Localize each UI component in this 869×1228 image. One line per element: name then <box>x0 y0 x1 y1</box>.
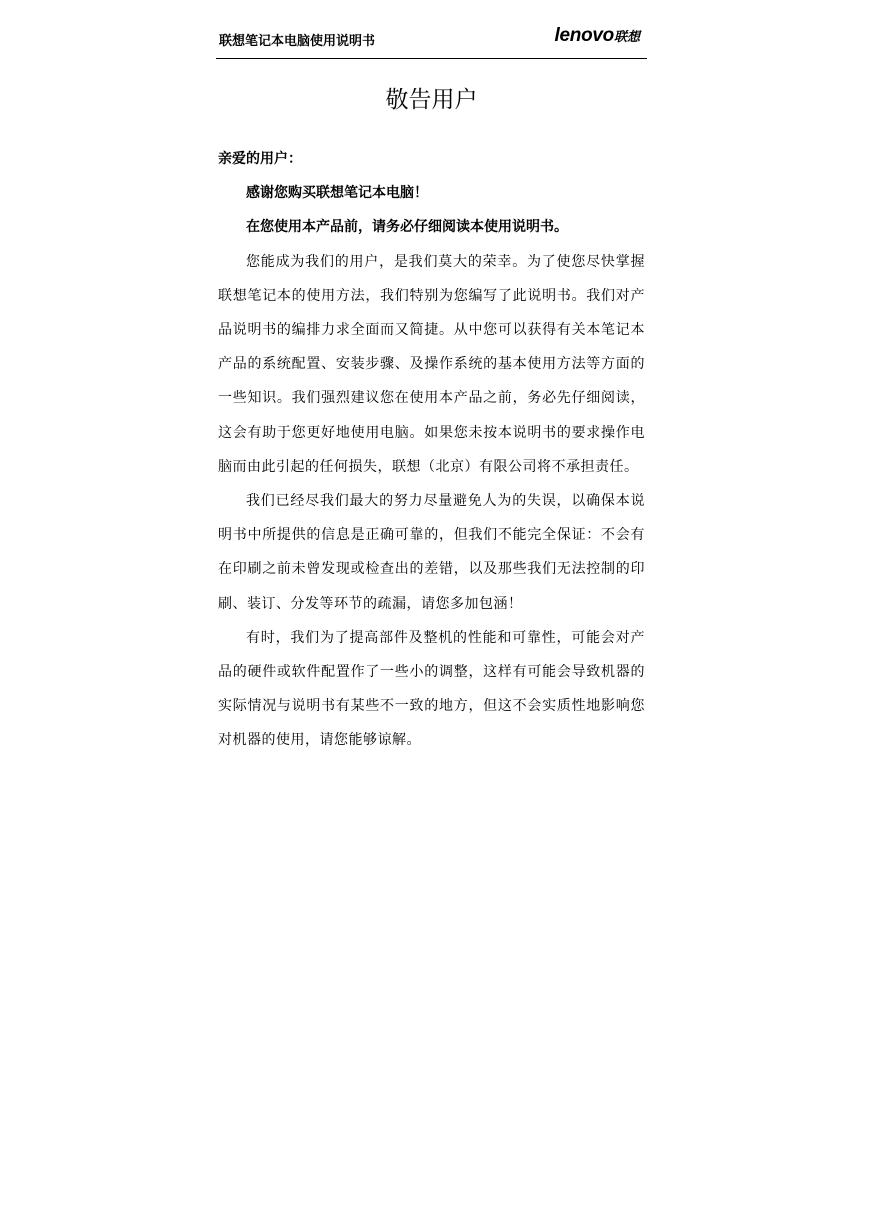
lenovo-logo <box>555 26 640 48</box>
paragraph-changes: 有时，我们为了提高部件及整机的性能和可靠性，可能会对产品的硬件或软件配置作了一些小的调整，这样有可能会导致机器的实际情况与说明书有某些不一致的地方，但这不会实质性地影响您对机器的使用，请您能够谅解。 <box>218 629 645 749</box>
paragraph-accuracy: 我们已经尽我们最大的努力尽量避免人为的失误，以确保本说明书中所提供的信息是正确可靠的，但我们不能完全保证：不会有在印刷之前未曾发现或检查出的差错，以及那些我们无法控制的印刷、装订、分发等环节的疏漏，请您多加包涵！ <box>218 493 645 612</box>
notice-line: 在您使用本产品前，请务必仔细阅读本使用说明书。 <box>246 219 568 236</box>
page-title: 敬告用户 <box>385 87 478 113</box>
salutation: 亲爱的用户： <box>218 151 302 167</box>
document-body <box>218 142 645 758</box>
thanks-line: 感谢您购买联想笔记本电脑！ <box>246 185 428 202</box>
logo-wordmark: lenovo <box>554 25 614 46</box>
manual-title: 联想笔记本电脑使用说明书 <box>219 34 376 49</box>
page-header <box>216 24 647 59</box>
logo-chinese: 联想 <box>613 30 640 45</box>
paragraph-intro: 您能成为我们的用户，是我们莫大的荣幸。为了使您尽快掌握联想笔记本的使用方法，我们特别为您编写了此说明书。我们对产品说明书的编排力求全面而又简捷。从中您可以获得有关本笔记本产品的系统配置、安装步骤、及操作系统的基本使用方法等方面的一些知识。我们强烈建议您在使用本产品之前，务必先仔细阅读，这会有助于您更好地使用电脑。如果您未按本说明书的要求操作电脑而由此引起的任何损失，联想（北京）有限公司将不承担责任。 <box>218 253 645 475</box>
